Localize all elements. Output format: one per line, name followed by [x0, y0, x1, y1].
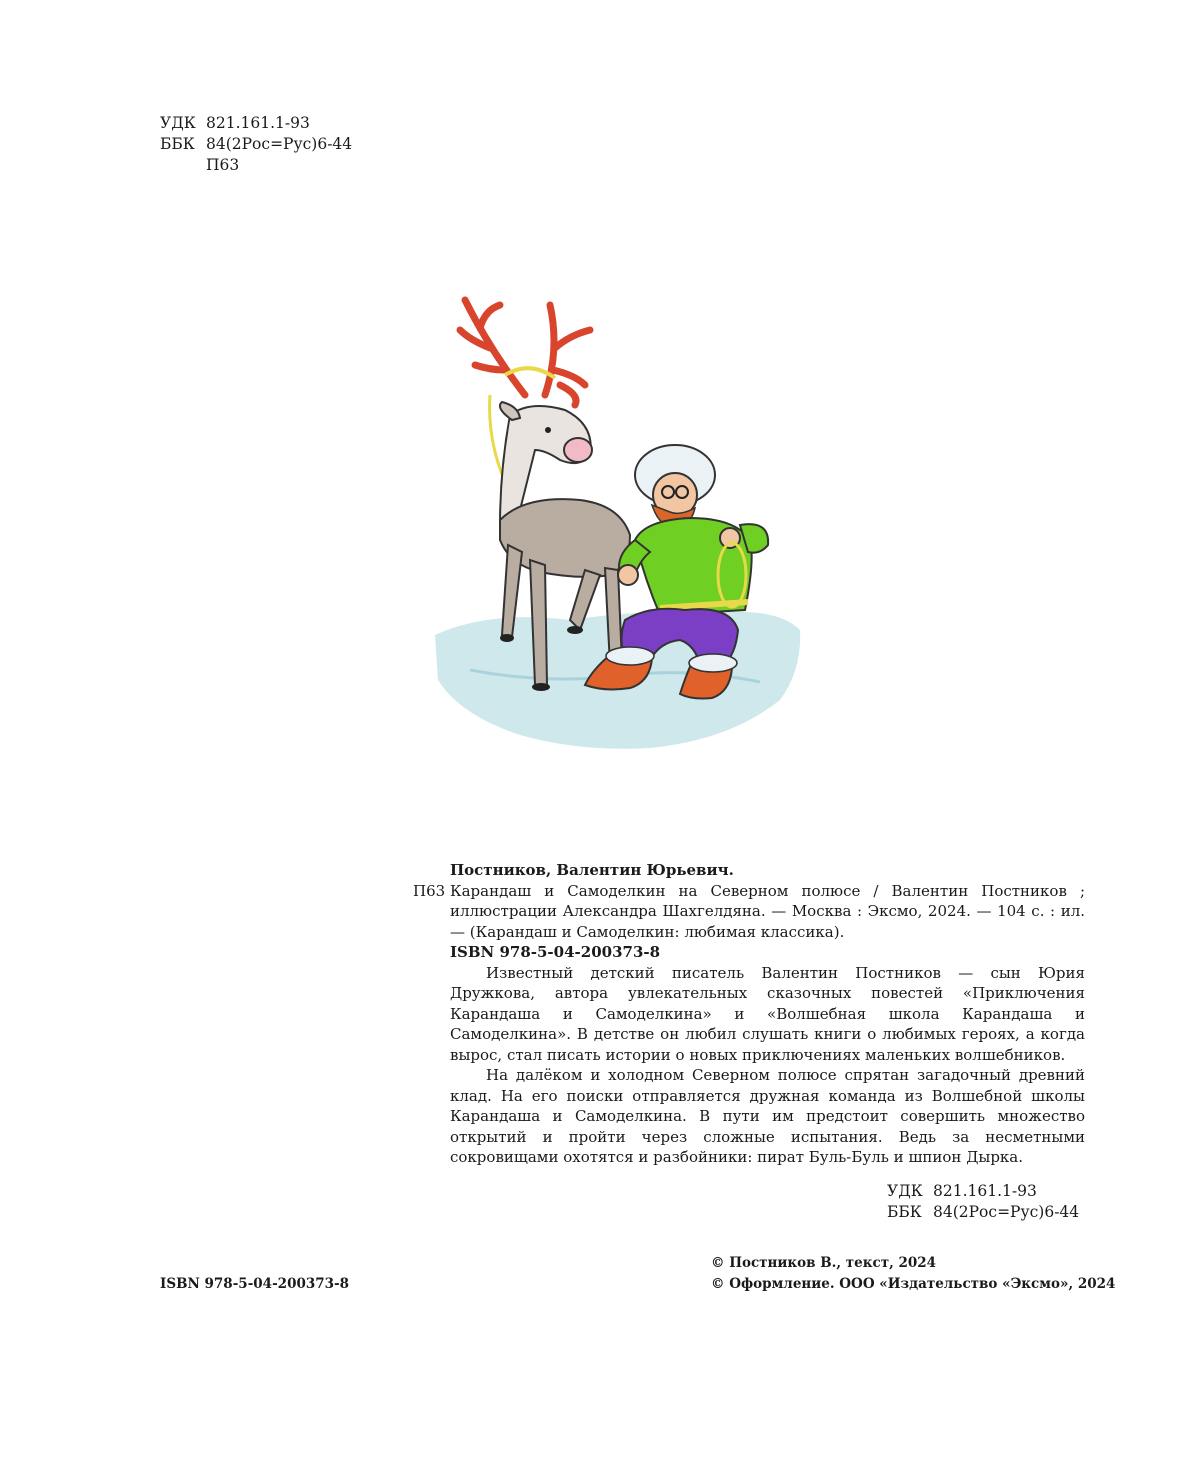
classification-codes-top — [160, 113, 352, 176]
bbk-value: 84(2Рос=Рус)6-44 — [933, 1203, 1080, 1221]
annotation-paragraph-2: На далёком и холодном Северном полюсе спрятан загадочный древний клад. На его поиски отправляется дружная команда из Волшебной школы Карандаша и Самоделкина. В пути им предстоит совершить множество открытий и пройти через сложные испытания. Ведь за несметными сокровищами охотятся и разбойники: пират Буль-Буль и шпион Дырка. — [450, 1066, 1085, 1166]
bbk-label: ББК — [887, 1203, 922, 1221]
author-mark: П63 — [206, 156, 240, 174]
udk-label: УДК — [160, 114, 196, 132]
copyright-text: © Постников В., текст, 2024 — [711, 1255, 937, 1271]
isbn-line: ISBN 978-5-04-200373-8 — [450, 943, 661, 961]
udk-label: УДК — [887, 1182, 923, 1200]
reindeer-and-boy-illustration — [430, 290, 805, 755]
copyright-block — [711, 1253, 1115, 1295]
copyright-design: © Оформление. ООО «Издательство «Эксмо», 2024 — [711, 1276, 1116, 1292]
bbk-value: 84(2Рос=Рус)6-44 — [206, 135, 353, 153]
author-mark: П63 — [413, 881, 446, 900]
isbn-bottom: ISBN 978-5-04-200373-8 — [160, 1276, 350, 1292]
bbk-label: ББК — [160, 135, 195, 153]
bibliographic-description — [413, 881, 1085, 943]
annotation-paragraph-1: Известный детский писатель Валентин Постников — сын Юрия Дружкова, автора увлекательных сказочных повестей «Приключения Карандаша и Самоделкина» и «Волшебная школа Карандаша и Самоделкина». В детстве он любил слушать книги о любимых героях, а когда вырос, стал писать истории о новых приключениях маленьких волшебников. — [450, 963, 1085, 1064]
bibliographic-record — [413, 860, 1085, 1168]
author-heading: Постников, Валентин Юрьевич. — [450, 861, 734, 879]
udk-value: 821.161.1-93 — [933, 1182, 1037, 1200]
udk-value: 821.161.1-93 — [206, 114, 310, 132]
classification-codes-bottom — [887, 1181, 1079, 1223]
description-text: Карандаш и Самоделкин на Северном полюсе / Валентин Постников ; иллюстрации Александра Шахгелдяна. — Москва : Эксмо, 2024. — 104 с. : ил. — (Карандаш и Самоделкин: любимая классика). — [450, 881, 1085, 941]
